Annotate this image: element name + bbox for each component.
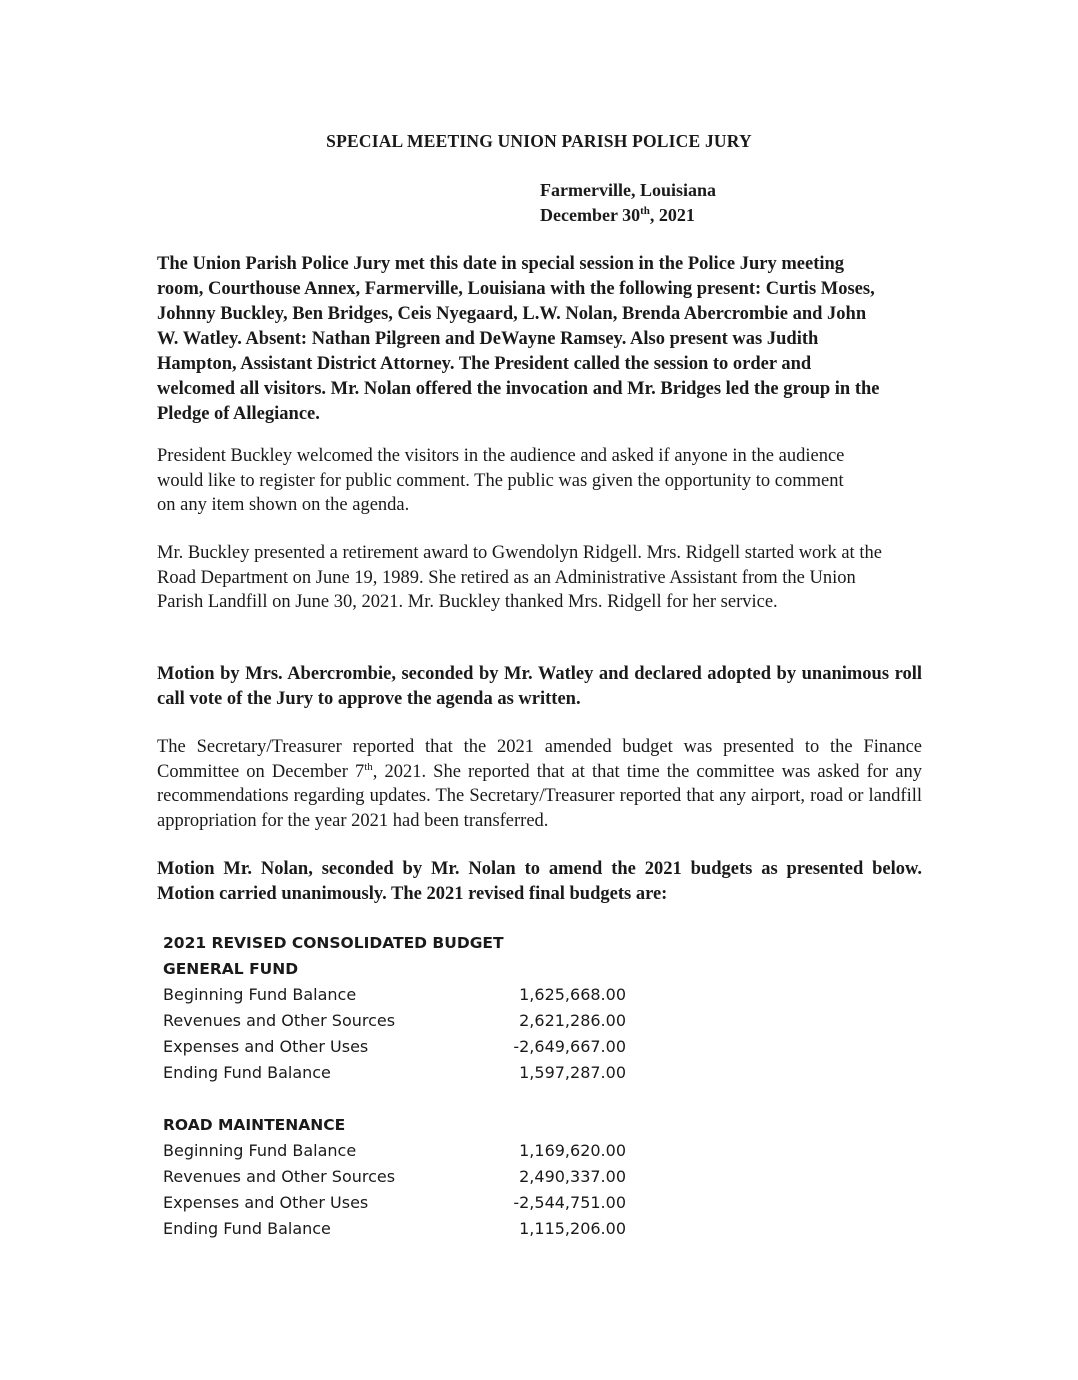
meeting-place-date — [540, 178, 716, 228]
road-maintenance-title: ROAD MAINTENANCE — [163, 1116, 346, 1134]
motion-agenda-paragraph: Motion by Mrs. Abercrombie, seconded by Mr. Watley and declared adopted by unanimous roll call vote of the Jury to approve the agenda as written. — [157, 664, 922, 709]
budget-row-label: Beginning Fund Balance — [163, 1141, 357, 1160]
budget-row — [163, 1034, 663, 1060]
budget-row-label: Expenses and Other Uses — [163, 1193, 369, 1212]
retirement-award-paragraph: Mr. Buckley presented a retirement award to Gwendolyn Ridgell. Mrs. Ridgell started work at the Road Department on June 19, 1989. She retired as an Administrative Assistant from the Union Parish Landfill on June 30, 2021. Mr. Buckley thanked Mrs. Ridgell for her service. — [157, 543, 882, 612]
budget-row — [163, 1190, 663, 1216]
budget-section-gap — [163, 1086, 663, 1112]
budget-row-value: 1,115,206.00 — [519, 1219, 626, 1238]
budget-row-label: Revenues and Other Sources — [163, 1167, 396, 1186]
budget-row — [163, 1164, 663, 1190]
budget-row-value: 1,597,287.00 — [519, 1063, 626, 1082]
intro-paragraph: The Union Parish Police Jury met this date in special session in the Police Jury meeting room, Courthouse Annex, Farmerville, Louisiana with the following present: Curtis Moses, Johnny Buckley, Ben Bridges, Ceis Nyegaard, L.W. Nolan, Brenda Abercrombie and John W. Watley. Absent: Nathan Pilgreen and DeWayne Ramsey. Also present was Judith Hampton, Assistant District Attorney. The President called the session to order and welcomed all visitors. Mr. Nolan offered the invocation and Mr. Bridges led the group in the Pledge of Allegiance. — [157, 254, 880, 424]
meeting-date-text: December 30 — [540, 205, 641, 225]
budget-row — [163, 1008, 663, 1034]
meeting-date-suffix: th — [640, 205, 650, 217]
meeting-date — [540, 203, 716, 228]
budget-row-value: 2,621,286.00 — [519, 1011, 626, 1030]
secretary-report-paragraph — [157, 735, 922, 833]
budget-row-value: 1,625,668.00 — [519, 985, 626, 1004]
budget-row — [163, 1138, 663, 1164]
budget-row-label: Revenues and Other Sources — [163, 1011, 396, 1030]
secretary-report-text-2: , 2021. She reported that at that time the committee was asked for any recommendations regarding updates. The Secretary/Treasurer reported that any airport, road or landfill appropriation for the year 2021 had been transferred. — [157, 761, 922, 831]
motion-budget-paragraph: Motion Mr. Nolan, seconded by Mr. Nolan to amend the 2021 budgets as presented below. Motion carried unanimously. The 2021 revised final budgets are: — [157, 859, 922, 904]
budget-row-label: Beginning Fund Balance — [163, 985, 357, 1004]
budget-row — [163, 982, 663, 1008]
meeting-location: Farmerville, Louisiana — [540, 180, 716, 200]
budget-table — [163, 930, 663, 1242]
budget-row-label: Ending Fund Balance — [163, 1063, 331, 1082]
secretary-report-date-suffix: th — [364, 760, 373, 773]
public-comment-paragraph: President Buckley welcomed the visitors in the audience and asked if anyone in the audience would like to register for public comment. The public was given the opportunity to comment on any item shown on the agenda. — [157, 446, 845, 515]
budget-row — [163, 1060, 663, 1086]
budget-row-value: -2,649,667.00 — [513, 1037, 626, 1056]
document-title: SPECIAL MEETING UNION PARISH POLICE JURY — [326, 131, 752, 151]
budget-row-value: -2,544,751.00 — [513, 1193, 626, 1212]
budget-row-value: 2,490,337.00 — [519, 1167, 626, 1186]
budget-row-value: 1,169,620.00 — [519, 1141, 626, 1160]
meeting-date-year: , 2021 — [649, 205, 695, 225]
budget-heading: 2021 REVISED CONSOLIDATED BUDGET — [163, 934, 504, 952]
budget-row — [163, 1216, 663, 1242]
secretary-report-text-1: The Secretary/Treasurer reported that the 2021 amended budget was presented to the Finance Committee on December 7 — [157, 737, 922, 782]
general-fund-title: GENERAL FUND — [163, 960, 299, 978]
budget-row-label: Ending Fund Balance — [163, 1219, 331, 1238]
budget-row-label: Expenses and Other Uses — [163, 1037, 369, 1056]
